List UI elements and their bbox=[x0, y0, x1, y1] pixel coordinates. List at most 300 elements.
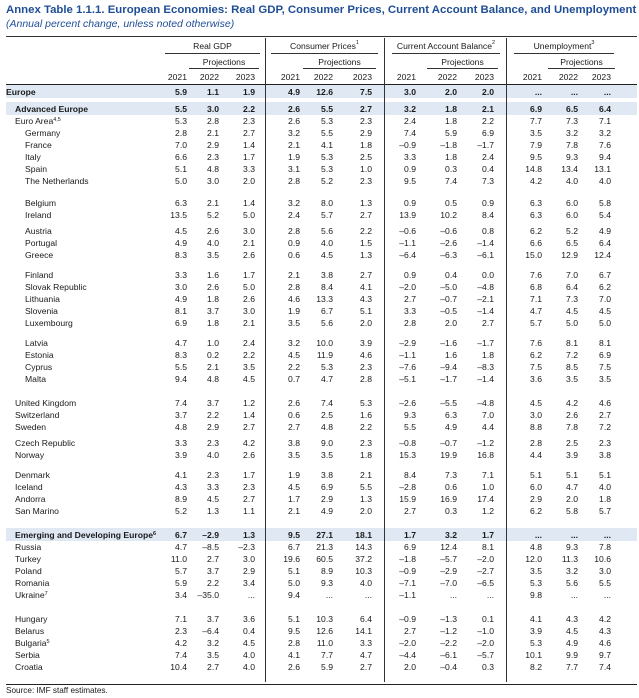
table-cell: 14.1 bbox=[355, 626, 372, 636]
table-cell: 16.9 bbox=[440, 494, 457, 504]
table-cell: 2.1 bbox=[207, 128, 219, 138]
table-cell: ... bbox=[486, 590, 494, 600]
group-separator bbox=[265, 38, 266, 682]
table-cell: 4.0 bbox=[207, 238, 219, 248]
table-cell: 1.8 bbox=[207, 294, 219, 304]
table-cell: 4.8 bbox=[530, 542, 542, 552]
table-cell: –1.4 bbox=[477, 374, 494, 384]
row-label-text: Switzerland bbox=[15, 410, 60, 420]
table-cell: 1.8 bbox=[445, 104, 457, 114]
table-cell: 2.6 bbox=[288, 398, 300, 408]
row-label bbox=[15, 103, 88, 115]
table-cell: 7.9 bbox=[530, 140, 542, 150]
table-cell: 19.9 bbox=[440, 450, 457, 460]
table-cell: 1.8 bbox=[360, 450, 372, 460]
table-cell: 4.3 bbox=[175, 482, 187, 492]
table-cell: 1.8 bbox=[482, 350, 494, 360]
table-cell: 2.1 bbox=[207, 362, 219, 372]
table-cell: 3.9 bbox=[360, 338, 372, 348]
table-cell: 8.9 bbox=[175, 494, 187, 504]
table-cell: –8.3 bbox=[477, 362, 494, 372]
projections-underline bbox=[303, 68, 376, 69]
table-cell: 3.5 bbox=[321, 450, 333, 460]
table-cell: 9.0 bbox=[321, 438, 333, 448]
table-cell: 9.3 bbox=[566, 542, 578, 552]
table-cell: 4.9 bbox=[321, 506, 333, 516]
row-label bbox=[25, 269, 53, 281]
row-label-text: The Netherlands bbox=[25, 176, 89, 186]
table-cell: 2.1 bbox=[207, 198, 219, 208]
row-label bbox=[25, 361, 52, 373]
table-cell: 1.4 bbox=[243, 198, 255, 208]
projections-underline bbox=[427, 68, 498, 69]
table-cell: 2.9 bbox=[321, 494, 333, 504]
table-cell: 4.5 bbox=[566, 306, 578, 316]
table-cell: 15.9 bbox=[399, 494, 416, 504]
table-cell: 2.3 bbox=[175, 626, 187, 636]
table-cell: 2.7 bbox=[404, 294, 416, 304]
row-label-text: Denmark bbox=[15, 470, 50, 480]
table-cell: 4.1 bbox=[360, 282, 372, 292]
table-cell: –1.1 bbox=[399, 238, 416, 248]
column-group-header: Unemployment$^3$ bbox=[533, 40, 595, 51]
table-cell: 5.7 bbox=[321, 210, 333, 220]
table-cell: 4.5 bbox=[288, 482, 300, 492]
group-separator bbox=[384, 38, 385, 682]
table-cell: 10.2 bbox=[440, 210, 457, 220]
table-cell: 7.4 bbox=[321, 398, 333, 408]
table-cell: 11.9 bbox=[316, 350, 333, 360]
table-cell: 2.7 bbox=[360, 104, 372, 114]
table-cell: 0.3 bbox=[445, 506, 457, 516]
table-cell: 3.0 bbox=[243, 554, 255, 564]
table-cell: 2.3 bbox=[207, 152, 219, 162]
table-cell: –2.7 bbox=[477, 566, 494, 576]
row-label bbox=[25, 249, 53, 261]
table-cell: 3.3 bbox=[404, 306, 416, 316]
table-cell: 4.8 bbox=[207, 374, 219, 384]
table-cell: 2.7 bbox=[243, 422, 255, 432]
table-cell: –0.6 bbox=[399, 226, 416, 236]
table-cell: 2.4 bbox=[243, 338, 255, 348]
footnote-marker: 1 bbox=[355, 40, 359, 46]
table-cell: –1.6 bbox=[440, 338, 457, 348]
table-cell: 1.1 bbox=[243, 506, 255, 516]
table-cell: 3.7 bbox=[207, 566, 219, 576]
row-label-text: Romania bbox=[15, 578, 50, 588]
table-cell: 5.0 bbox=[175, 176, 187, 186]
footnote-marker: 6 bbox=[153, 531, 157, 537]
table-cell: 9.3 bbox=[404, 410, 416, 420]
table-cell: 12.4 bbox=[594, 250, 611, 260]
table-cell: 2.7 bbox=[207, 554, 219, 564]
table-cell: 2.5 bbox=[360, 152, 372, 162]
table-cell: 6.2 bbox=[599, 282, 611, 292]
table-cell: 2.6 bbox=[207, 282, 219, 292]
table-cell: 1.7 bbox=[243, 152, 255, 162]
table-cell: 0.4 bbox=[445, 270, 457, 280]
row-label-text: Germany bbox=[25, 128, 61, 138]
table-cell: ... bbox=[603, 87, 611, 97]
table-cell: 3.5 bbox=[288, 450, 300, 460]
table-cell: 0.6 bbox=[445, 482, 457, 492]
row-label bbox=[15, 661, 43, 673]
table-cell: –1.3 bbox=[440, 614, 457, 624]
table-cell: 12.6 bbox=[316, 87, 333, 97]
table-cell: 0.7 bbox=[288, 374, 300, 384]
table-cell: 1.7 bbox=[243, 270, 255, 280]
table-cell: 6.5 bbox=[566, 104, 578, 114]
table-cell: 2.7 bbox=[404, 506, 416, 516]
table-cell: 5.5 bbox=[360, 482, 372, 492]
row-label-text: Serbia bbox=[15, 650, 40, 660]
table-cell: 8.3 bbox=[175, 250, 187, 260]
table-cell: 4.7 bbox=[321, 374, 333, 384]
table-cell: 7.8 bbox=[599, 542, 611, 552]
table-cell: 12.0 bbox=[525, 554, 542, 564]
table-cell: 8.4 bbox=[482, 210, 494, 220]
footnote-marker: 5 bbox=[46, 639, 50, 645]
row-label bbox=[15, 409, 59, 421]
table-cell: 5.9 bbox=[175, 578, 187, 588]
table-cell: 7.4 bbox=[404, 128, 416, 138]
table-cell: 13.9 bbox=[399, 210, 416, 220]
table-cell: 0.5 bbox=[445, 198, 457, 208]
table-cell: –2.9 bbox=[440, 566, 457, 576]
table-cell: ... bbox=[449, 590, 457, 600]
table-cell: 2.3 bbox=[243, 482, 255, 492]
table-cell: 10.3 bbox=[316, 614, 333, 624]
table-cell: 2.2 bbox=[288, 362, 300, 372]
row-label-text: Czech Republic bbox=[15, 438, 76, 448]
table-bottom-rule bbox=[6, 684, 637, 685]
table-cell: –6.5 bbox=[477, 578, 494, 588]
table-cell: 7.6 bbox=[599, 140, 611, 150]
table-cell: 3.6 bbox=[530, 374, 542, 384]
table-cell: 9.7 bbox=[599, 650, 611, 660]
table-cell: 10.4 bbox=[170, 662, 187, 672]
table-cell: 0.9 bbox=[482, 198, 494, 208]
header-bottom-rule bbox=[6, 84, 637, 85]
table-cell: 2.8 bbox=[288, 638, 300, 648]
table-cell: 3.0 bbox=[207, 176, 219, 186]
table-cell: –2.6 bbox=[440, 238, 457, 248]
table-cell: 17.4 bbox=[477, 494, 494, 504]
table-cell: 6.5 bbox=[566, 238, 578, 248]
table-cell: 3.2 bbox=[207, 638, 219, 648]
group-underline bbox=[392, 53, 500, 54]
table-cell: 37.2 bbox=[355, 554, 372, 564]
table-cell: 2.6 bbox=[288, 662, 300, 672]
table-cell: 2.8 bbox=[175, 128, 187, 138]
table-cell: 4.4 bbox=[482, 422, 494, 432]
table-cell: –1.0 bbox=[477, 626, 494, 636]
table-cell: 6.0 bbox=[566, 210, 578, 220]
table-cell: 9.3 bbox=[321, 578, 333, 588]
table-cell: 7.6 bbox=[530, 338, 542, 348]
table-top-rule bbox=[6, 36, 637, 37]
table-cell: –2.0 bbox=[399, 638, 416, 648]
table-cell: 5.9 bbox=[445, 128, 457, 138]
row-label-text: Italy bbox=[25, 152, 41, 162]
table-cell: 2.3 bbox=[360, 438, 372, 448]
table-cell: 10.1 bbox=[525, 650, 542, 660]
table-cell: ... bbox=[247, 590, 255, 600]
year-header: 2023 bbox=[352, 72, 372, 82]
table-cell: 4.5 bbox=[175, 226, 187, 236]
table-cell: 2.6 bbox=[207, 226, 219, 236]
row-label bbox=[15, 505, 59, 517]
table-cell: ... bbox=[364, 590, 372, 600]
table-cell: 2.9 bbox=[207, 422, 219, 432]
table-cell: 2.0 bbox=[404, 662, 416, 672]
group-underline bbox=[271, 53, 378, 54]
table-cell: –1.1 bbox=[399, 590, 416, 600]
table-cell: 7.0 bbox=[175, 140, 187, 150]
table-cell: 12.6 bbox=[316, 626, 333, 636]
table-cell: 2.6 bbox=[566, 410, 578, 420]
row-label bbox=[15, 565, 42, 577]
table-cell: 4.7 bbox=[566, 482, 578, 492]
year-header: 2023 bbox=[474, 72, 494, 82]
table-cell: 3.5 bbox=[243, 362, 255, 372]
table-cell: 4.6 bbox=[599, 638, 611, 648]
table-cell: 5.0 bbox=[243, 210, 255, 220]
table-cell: 3.9 bbox=[530, 626, 542, 636]
table-cell: 2.9 bbox=[207, 140, 219, 150]
row-label bbox=[15, 577, 49, 589]
table-cell: 3.2 bbox=[599, 128, 611, 138]
table-cell: 2.3 bbox=[243, 116, 255, 126]
table-cell: 2.8 bbox=[404, 318, 416, 328]
table-cell: 2.7 bbox=[207, 662, 219, 672]
table-cell: 5.8 bbox=[599, 198, 611, 208]
table-cell: 8.9 bbox=[321, 566, 333, 576]
row-label bbox=[25, 197, 56, 209]
table-cell: 7.6 bbox=[530, 270, 542, 280]
table-cell: 6.4 bbox=[599, 238, 611, 248]
table-cell: –0.6 bbox=[440, 226, 457, 236]
table-cell: 1.3 bbox=[207, 506, 219, 516]
table-cell: 4.1 bbox=[321, 140, 333, 150]
table-cell: 2.0 bbox=[360, 506, 372, 516]
table-cell: –0.5 bbox=[440, 306, 457, 316]
table-cell: 2.8 bbox=[530, 438, 542, 448]
table-cell: –0.7 bbox=[440, 438, 457, 448]
table-cell: 4.0 bbox=[207, 450, 219, 460]
table-cell: 6.2 bbox=[530, 226, 542, 236]
table-cell: 5.1 bbox=[288, 566, 300, 576]
table-cell: 2.0 bbox=[445, 87, 457, 97]
table-cell: 4.5 bbox=[599, 306, 611, 316]
row-label bbox=[25, 237, 57, 249]
table-cell: 0.2 bbox=[207, 350, 219, 360]
year-header: 2023 bbox=[235, 72, 255, 82]
table-cell: 4.5 bbox=[530, 398, 542, 408]
table-cell: 9.5 bbox=[404, 176, 416, 186]
table-cell: 5.4 bbox=[599, 210, 611, 220]
table-cell: 3.0 bbox=[530, 410, 542, 420]
table-cell: 3.3 bbox=[175, 438, 187, 448]
row-label-text: Advanced Europe bbox=[15, 104, 89, 114]
table-cell: 3.2 bbox=[566, 128, 578, 138]
table-cell: 1.6 bbox=[360, 410, 372, 420]
table-cell: 6.9 bbox=[599, 350, 611, 360]
projections-header: Projections bbox=[318, 57, 361, 67]
table-cell: 3.3 bbox=[243, 164, 255, 174]
table-cell: 4.5 bbox=[566, 626, 578, 636]
row-label-text: Sweden bbox=[15, 422, 47, 432]
table-cell: 3.9 bbox=[175, 450, 187, 460]
table-cell: ... bbox=[325, 590, 333, 600]
table-cell: –5.1 bbox=[399, 374, 416, 384]
table-cell: 3.8 bbox=[321, 470, 333, 480]
table-cell: 3.5 bbox=[530, 566, 542, 576]
table-cell: 1.9 bbox=[243, 87, 255, 97]
table-cell: 6.7 bbox=[175, 530, 187, 540]
table-cell: 5.3 bbox=[530, 638, 542, 648]
year-header: 2022 bbox=[313, 72, 333, 82]
row-label-text: Belgium bbox=[25, 198, 57, 208]
table-cell: 7.1 bbox=[175, 614, 187, 624]
table-cell: –1.8 bbox=[399, 554, 416, 564]
row-label-text: Estonia bbox=[25, 350, 54, 360]
table-cell: 1.0 bbox=[482, 482, 494, 492]
table-cell: 3.8 bbox=[288, 438, 300, 448]
table-cell: 5.3 bbox=[175, 116, 187, 126]
table-cell: 4.0 bbox=[566, 176, 578, 186]
row-label bbox=[25, 293, 60, 305]
table-cell: 1.1 bbox=[207, 87, 219, 97]
table-cell: 1.3 bbox=[360, 250, 372, 260]
table-cell: 4.4 bbox=[530, 450, 542, 460]
table-cell: 4.3 bbox=[566, 614, 578, 624]
table-cell: 1.2 bbox=[243, 398, 255, 408]
table-cell: 3.2 bbox=[404, 104, 416, 114]
table-cell: 4.5 bbox=[243, 638, 255, 648]
table-cell: –2.0 bbox=[399, 282, 416, 292]
table-cell: 2.6 bbox=[243, 294, 255, 304]
table-cell: 3.2 bbox=[566, 566, 578, 576]
table-cell: 5.7 bbox=[175, 566, 187, 576]
table-cell: –0.8 bbox=[399, 438, 416, 448]
table-cell: 4.0 bbox=[599, 176, 611, 186]
table-cell: –6.4 bbox=[399, 250, 416, 260]
table-cell: 2.7 bbox=[360, 662, 372, 672]
table-cell: 4.2 bbox=[566, 398, 578, 408]
row-label-text: Slovak Republic bbox=[25, 282, 87, 292]
table-cell: 3.8 bbox=[599, 450, 611, 460]
table-cell: –2.2 bbox=[440, 638, 457, 648]
table-cell: 10.6 bbox=[594, 554, 611, 564]
row-label-text: Portugal bbox=[25, 238, 58, 248]
table-cell: 0.6 bbox=[288, 250, 300, 260]
table-cell: 10.0 bbox=[316, 338, 333, 348]
table-cell: 2.0 bbox=[566, 494, 578, 504]
table-cell: –2.1 bbox=[477, 294, 494, 304]
table-cell: 7.3 bbox=[566, 116, 578, 126]
table-cell: 2.6 bbox=[243, 250, 255, 260]
table-cell: 0.9 bbox=[404, 270, 416, 280]
table-cell: 0.9 bbox=[404, 164, 416, 174]
table-cell: 6.2 bbox=[530, 506, 542, 516]
table-cell: 1.3 bbox=[243, 530, 255, 540]
table-cell: 2.6 bbox=[288, 104, 300, 114]
row-label bbox=[15, 437, 75, 449]
table-cell: 6.2 bbox=[530, 350, 542, 360]
table-cell: –1.8 bbox=[440, 140, 457, 150]
table-cell: 7.8 bbox=[566, 422, 578, 432]
projections-underline bbox=[548, 68, 615, 69]
table-cell: 5.5 bbox=[404, 422, 416, 432]
table-cell: 6.3 bbox=[175, 198, 187, 208]
row-label bbox=[25, 317, 73, 329]
table-cell: –7.0 bbox=[440, 578, 457, 588]
table-cell: –8.5 bbox=[202, 542, 219, 552]
table-cell: 4.1 bbox=[288, 650, 300, 660]
table-cell: 2.8 bbox=[360, 374, 372, 384]
table-cell: 3.0 bbox=[599, 566, 611, 576]
table-cell: –2.8 bbox=[399, 482, 416, 492]
table-cell: 5.3 bbox=[360, 398, 372, 408]
projections-header: Projections bbox=[202, 57, 246, 67]
table-cell: 5.6 bbox=[321, 226, 333, 236]
table-cell: 3.0 bbox=[243, 226, 255, 236]
table-cell: 6.6 bbox=[530, 238, 542, 248]
row-label bbox=[6, 86, 36, 98]
table-cell: 5.3 bbox=[321, 164, 333, 174]
table-cell: 7.7 bbox=[530, 116, 542, 126]
table-subtitle: (Annual percent change, unless noted otherwise) bbox=[6, 18, 235, 30]
table-cell: –2.6 bbox=[399, 398, 416, 408]
table-cell: 16.8 bbox=[477, 450, 494, 460]
table-title: Annex Table 1.1.1. European Economies: Real GDP, Consumer Prices, Current Account Balance, and Unemployment bbox=[6, 4, 637, 16]
table-cell: 3.3 bbox=[207, 482, 219, 492]
group-separator bbox=[506, 38, 507, 682]
table-cell: 4.9 bbox=[566, 638, 578, 648]
row-label bbox=[25, 305, 58, 317]
row-label bbox=[15, 449, 44, 461]
table-cell: –0.9 bbox=[399, 140, 416, 150]
table-cell: 4.0 bbox=[360, 578, 372, 588]
table-cell: –6.4 bbox=[202, 626, 219, 636]
row-label bbox=[25, 337, 48, 349]
table-cell: 4.8 bbox=[207, 164, 219, 174]
table-cell: 2.3 bbox=[207, 470, 219, 480]
table-cell: 4.2 bbox=[175, 638, 187, 648]
year-header: 2021 bbox=[396, 72, 416, 82]
table-cell: 5.5 bbox=[321, 104, 333, 114]
table-cell: 9.4 bbox=[175, 374, 187, 384]
table-cell: 0.9 bbox=[404, 198, 416, 208]
row-label bbox=[25, 281, 87, 293]
table-cell: 2.2 bbox=[360, 226, 372, 236]
footnote-marker: 4,5 bbox=[53, 117, 61, 123]
projections-header: Projections bbox=[441, 57, 484, 67]
table-cell: 7.0 bbox=[599, 294, 611, 304]
table-cell: 0.3 bbox=[445, 164, 457, 174]
row-label-text: Turkey bbox=[15, 554, 41, 564]
table-cell: 7.0 bbox=[566, 270, 578, 280]
table-cell: 2.8 bbox=[207, 116, 219, 126]
table-cell: 9.5 bbox=[288, 530, 300, 540]
footnote-marker: 3 bbox=[591, 40, 595, 46]
table-cell: –1.2 bbox=[477, 438, 494, 448]
table-cell: 3.0 bbox=[243, 306, 255, 316]
row-label bbox=[15, 613, 47, 625]
row-label-text: San Marino bbox=[15, 506, 59, 516]
table-cell: 6.4 bbox=[360, 614, 372, 624]
